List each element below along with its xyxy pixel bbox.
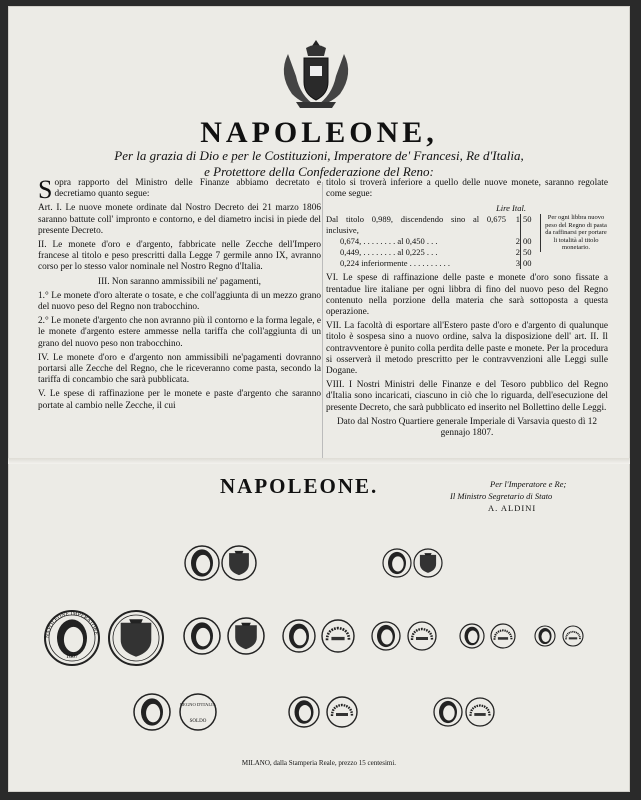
coin-reverse-icon [563,626,583,646]
article-3-item-1: 1.° Le monete d'oro alterate o tosate, e che coll'aggiunta di un mezzo grano del nuovo peso del Regno non trabocchino. [38,290,321,313]
signature-napoleone: NAPOLEONE. [220,474,379,498]
table-header: Lire Ital. [496,203,526,214]
article-4: IV. Le monete d'oro e d'argento non ammissibili ne'pagamenti dovranno portarsi alle Zecche del Regno, che le riceveranno come pasta, secondo la tariffa di concambio che sarà pubblicata. [38,352,321,386]
coin-reverse-icon [491,624,515,648]
coin-pair-2 [184,618,264,654]
coin-pair-bottom-1 [134,694,217,730]
decree-sheet [8,6,630,792]
coin-reverse-icon [327,697,357,727]
article-3-item-2: 2.° Le monete d'argento che non avranno più il contorno e la forma legale, e le monete d'argento estere ammesse nella tariffa che coll'aggiunta di un grano del nuovo peso non trabocchino. [38,316,321,349]
coin-pair-bottom-3 [434,698,494,726]
coin-pair-3 [283,620,354,652]
coin-reverse-icon [222,546,256,580]
table-cell-dec: 00 [520,236,539,247]
coin-pair-6 [535,626,583,646]
coin-obverse-icon [434,698,462,726]
article-2: II. Le monete d'oro e d'argento, fabbricate nelle Zecche dell'Impero francese al titolo e peso prescritti dalla Legge 7 germile anno IX, avranno corso per lo stesso valor nominale nel Nostro Regno d'Italia. [38,240,321,273]
coin-reverse-icon [180,694,217,730]
coin-obverse-icon [283,620,315,652]
coin-obverse-icon [134,694,170,730]
table-cell-label: Dal titolo 0,989, discendendo sino al 0,675 inclusive, [326,214,506,236]
coin-obverse-icon [185,546,219,580]
coin-reverse-icon [408,622,436,650]
article-8: VIII. I Nostri Ministri delle Finanze e del Tesoro pubblico del Regno d'Italia sono incaricati, ciascuno in ciò che lo riguarda, dell'esecuzione del presente Decreto, che sarà pubblicato ed inserito nel Bollettino delle Leggi. [326,380,608,413]
table-cell-label: 0,449, . . . . . . . . al 0,225 . . . [340,247,438,258]
table-cell-lire: 2 [515,236,520,247]
article-5: V. Le spese di raffinazione per le monete e paste d'argento che saranno portate al cambio nelle Zecche, il cui [38,389,321,411]
subtitle-line-1: Per la grazia di Dio e per le Costituzioni, Imperatore de' Francesi, Re d'Italia, [114,148,524,163]
article-6: VI. Le spese di raffinazione delle paste e monete d'oro sono fissate a trentadue lire italiane per ogni libbra di fino del nuovo peso del Regno contenuto nella porzione della materia che sarà sottoposta a questa operazione. [326,273,608,318]
coin-obverse-icon [535,626,555,646]
coin-reverse-icon [109,611,163,665]
subtitle-line-2: e Protettore della Confederazione del Reno: [204,164,434,179]
printer-imprint: MILANO, dalla Stamperia Reale, prezzo 15 centesimi. [241,759,397,767]
coin-obverse-icon [184,618,220,654]
table-cell-lire: 2 [515,247,520,258]
coin-obverse-icon [460,624,484,648]
table-cell-lire: 1 [515,214,520,225]
coin-pair-row-1-left [185,546,256,580]
article-7: VII. La facoltà di esportare all'Estero paste d'oro e d'argento di qualunque titolo è sospesa sino a nuovo ordine, salva la disposizione dell' art. II. Il contravventore è punito colla perdita delle paste e monete. Per la procedura si osserverà il metodo prescritto per le contravvenzioni alle Leggi sulle Dogane. [326,321,608,377]
article-1: Art. I. Le nuove monete ordinate dal Nostro Decreto dei 21 marzo 1806 saranno battute coll' impronto e contorno, e del diametro incisi in piede del presente Decreto. [38,203,321,236]
coin-reverse-icon [466,698,494,726]
coin-reverse-icon [414,549,442,577]
coin-reverse-icon [228,618,264,654]
coin-pair-4 [372,622,436,650]
coin-legend: NAPOLEONE IMPERATORE [44,610,99,639]
for-line: Per l'Imperatore e Re; [490,479,567,489]
table-cell-dec: 50 [520,214,539,236]
table-cell-dec: 50 [520,247,539,258]
table-cell-dec: 00 [520,258,539,269]
coin-obverse-icon [372,622,400,650]
coin-pair-5 [460,624,515,648]
coin-denomination: SOLDO [189,719,207,724]
coin-obverse-icon [289,697,319,727]
article-3: III. Non saranno ammissibili ne' pagamenti, [97,276,262,287]
coin-pair-large [8,6,163,665]
countersign-name: A. ALDINI [488,503,537,513]
coin-obverse-icon [383,549,411,577]
intro-text: opra rapporto del Ministro delle Finanze abbiamo decretato e decretiamo quanto segue: [54,178,321,200]
article-5-continuation: titolo si troverà inferiore a quello delle nuove monete, saranno regolate come segue: [326,178,608,200]
coin-illustrations [8,6,630,792]
date-line: Dato dal Nostro Quartiere generale Imperiale di Varsavia questo dì 12 gennajo 1807. [336,416,598,439]
coin-pair-bottom-2 [289,697,357,727]
coin-reverse-legend: REGNO D'ITALIA [179,702,217,707]
svg-text:NAPOLEONE IMPERATORE E RE [8,6,99,638]
minister-line: Il Ministro Segretario di Stato [450,491,553,501]
coin-year: 1807 [66,654,78,660]
coin-reverse-icon [322,620,354,652]
coin-pair-row-1-right [383,549,442,577]
coin-obverse-icon [8,6,99,665]
drop-cap: S [38,175,53,204]
table-cell-label: 0,224 inferiormente . . . . . . . . . . [340,258,451,269]
decree-title: NAPOLEONE, [200,116,438,149]
table-note: Per ogni libbra nuovo peso del Regno di pasta da raffinarsi per portare li totalità al titolo monetario. [540,214,608,252]
table-cell-label: 0,674, . . . . . . . . al 0,450 . . . [340,236,438,247]
table-cell-lire: 3 [515,258,520,269]
